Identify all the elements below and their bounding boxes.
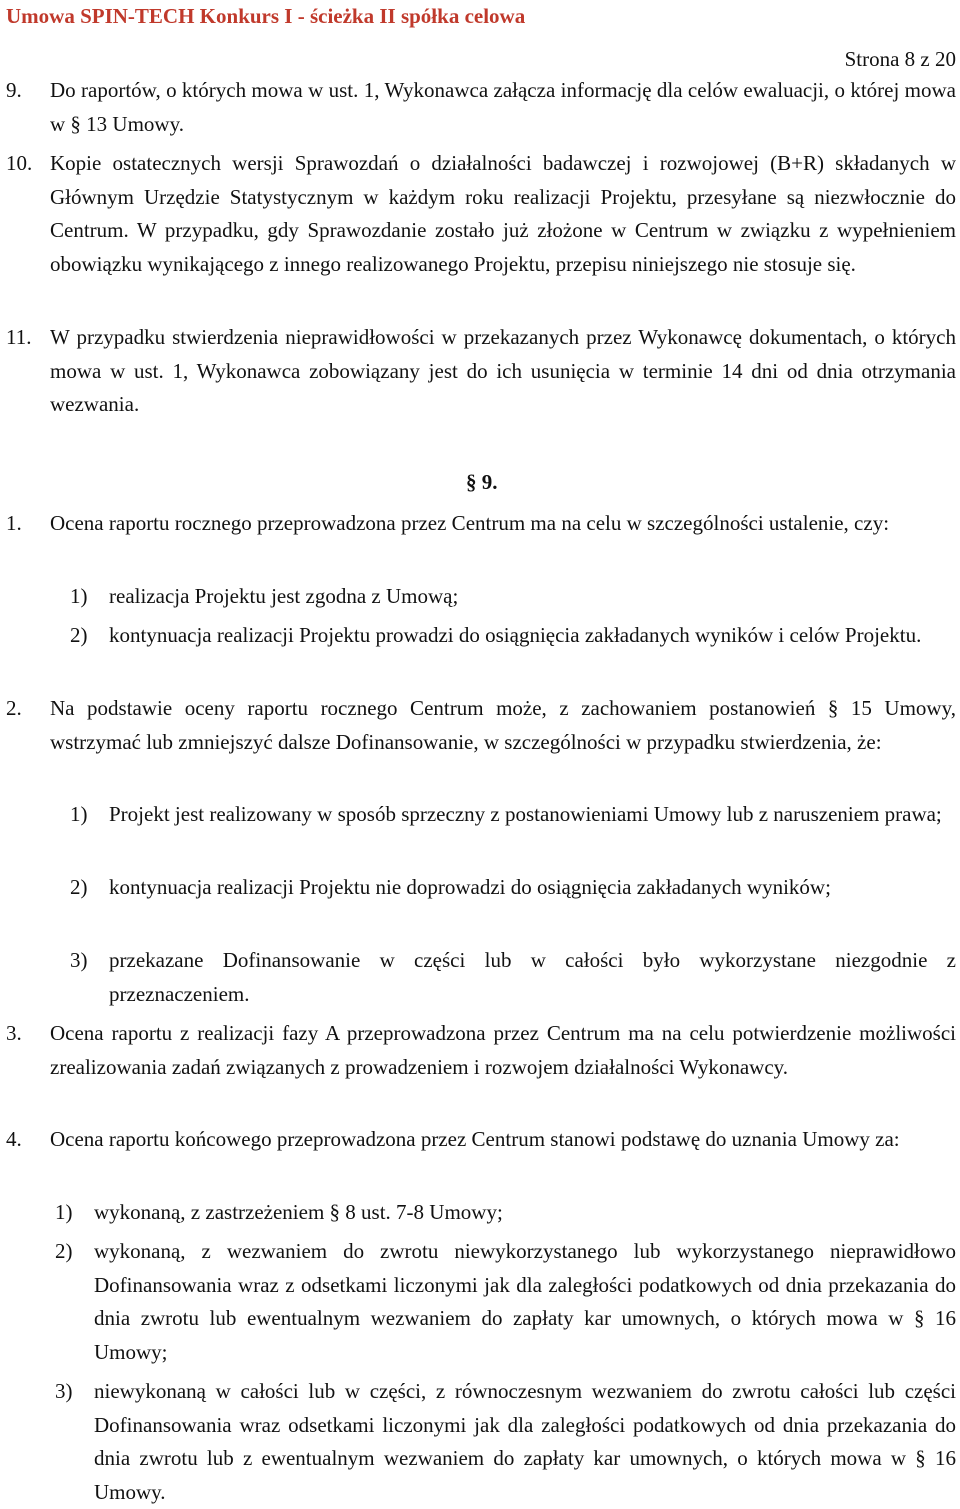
page-number: Strona 8 z 20 bbox=[844, 47, 956, 71]
item-number: 11. bbox=[6, 325, 32, 349]
item-number: 3. bbox=[6, 1021, 22, 1045]
subitem-number: 1) bbox=[55, 1200, 73, 1224]
item-number: 4. bbox=[6, 1127, 22, 1151]
subitem-text: realizacja Projektu jest zgodna z Umową; bbox=[109, 584, 459, 608]
subitem-text: przekazane Dofinansowanie w części lub w całości było wykorzystane niezgodnie z przeznaczeniem. bbox=[109, 948, 956, 1006]
paragraph-text: Kopie ostatecznych wersji Sprawozdań o działalności badawczej i rozwojowej (B+R) składanych w Głównym Urzędzie Statystycznym w każdym roku realizacji Projektu, przesyłane są niezwłocznie do Centrum. W przypadku, gdy Sprawozdanie zostało już złożone w Centrum w związku z wypełnieniem obowiązku wynikającego z innego realizowanego Projektu, przepisu niniejszego nie stosuje się. bbox=[50, 151, 956, 276]
item-number: 2. bbox=[6, 696, 22, 720]
paragraph-text: W przypadku stwierdzenia nieprawidłowości w przekazanych przez Wykonawcę dokumentach, o których mowa w ust. 1, Wykonawca zobowiązany jest do ich usunięcia w terminie 14 dni od dnia otrzymania wezwania. bbox=[50, 325, 956, 416]
subitem-text: kontynuacja realizacji Projektu nie doprowadzi do osiągnięcia zakładanych wyników; bbox=[109, 875, 831, 899]
subitem-text: Projekt jest realizowany w sposób sprzeczny z postanowieniami Umowy lub z naruszeniem prawa; bbox=[109, 802, 942, 826]
subitem-number: 1) bbox=[70, 802, 88, 826]
subitem-text: wykonaną, z wezwaniem do zwrotu niewykorzystanego lub wykorzystanego nieprawidłowo Dofinansowania wraz z odsetkami liczonymi jak dla zaległości podatkowych od dnia przekazania do dnia zwrotu lub ewentualnym wezwaniem do zapłaty kar umownych, o których mowa w § 16 Umowy; bbox=[94, 1239, 956, 1364]
subitem-number: 2) bbox=[70, 875, 88, 899]
item-number: 9. bbox=[6, 78, 22, 102]
subitem-number: 1) bbox=[70, 584, 88, 608]
document-header-title: Umowa SPIN-TECH Konkurs I - ścieżka II spółka celowa bbox=[6, 4, 526, 28]
paragraph-text: Ocena raportu końcowego przeprowadzona przez Centrum stanowi podstawę do uznania Umowy za: bbox=[50, 1127, 900, 1151]
subitem-number: 3) bbox=[70, 948, 88, 972]
section-heading: § 9. bbox=[466, 470, 498, 494]
subitem-number: 3) bbox=[55, 1379, 73, 1403]
paragraph-text: Do raportów, o których mowa w ust. 1, Wykonawca załącza informację dla celów ewaluacji, o której mowa w § 13 Umowy. bbox=[50, 78, 956, 136]
subitem-text: kontynuacja realizacji Projektu prowadzi do osiągnięcia zakładanych wyników i celów Projektu. bbox=[109, 623, 922, 647]
paragraph-text: Ocena raportu z realizacji fazy A przeprowadzona przez Centrum ma na celu potwierdzenie możliwości zrealizowania zadań związanych z prowadzeniem i rozwojem działalności Wykonawcy. bbox=[50, 1021, 956, 1079]
subitem-text: niewykonaną w całości lub w części, z równoczesnym wezwaniem do zwrotu całości lub części Dofinansowania wraz odsetkami liczonymi jak dla zaległości podatkowych od dnia przekazania do dnia zwrotu lub z ewentualnym wezwaniem do zapłaty kar umownych, o których mowa w § 16 Umowy. bbox=[94, 1379, 956, 1504]
subitem-text: wykonaną, z zastrzeżeniem § 8 ust. 7-8 Umowy; bbox=[94, 1200, 503, 1224]
item-number: 1. bbox=[6, 511, 22, 535]
subitem-number: 2) bbox=[70, 623, 88, 647]
paragraph-text: Na podstawie oceny raportu rocznego Centrum może, z zachowaniem postanowień § 15 Umowy, wstrzymać lub zmniejszyć dalsze Dofinansowanie, w szczególności w przypadku stwierdzenia, że: bbox=[50, 696, 956, 754]
paragraph-text: Ocena raportu rocznego przeprowadzona przez Centrum ma na celu w szczególności ustalenie, czy: bbox=[50, 511, 890, 535]
subitem-number: 2) bbox=[55, 1239, 73, 1263]
item-number: 10. bbox=[6, 151, 33, 175]
